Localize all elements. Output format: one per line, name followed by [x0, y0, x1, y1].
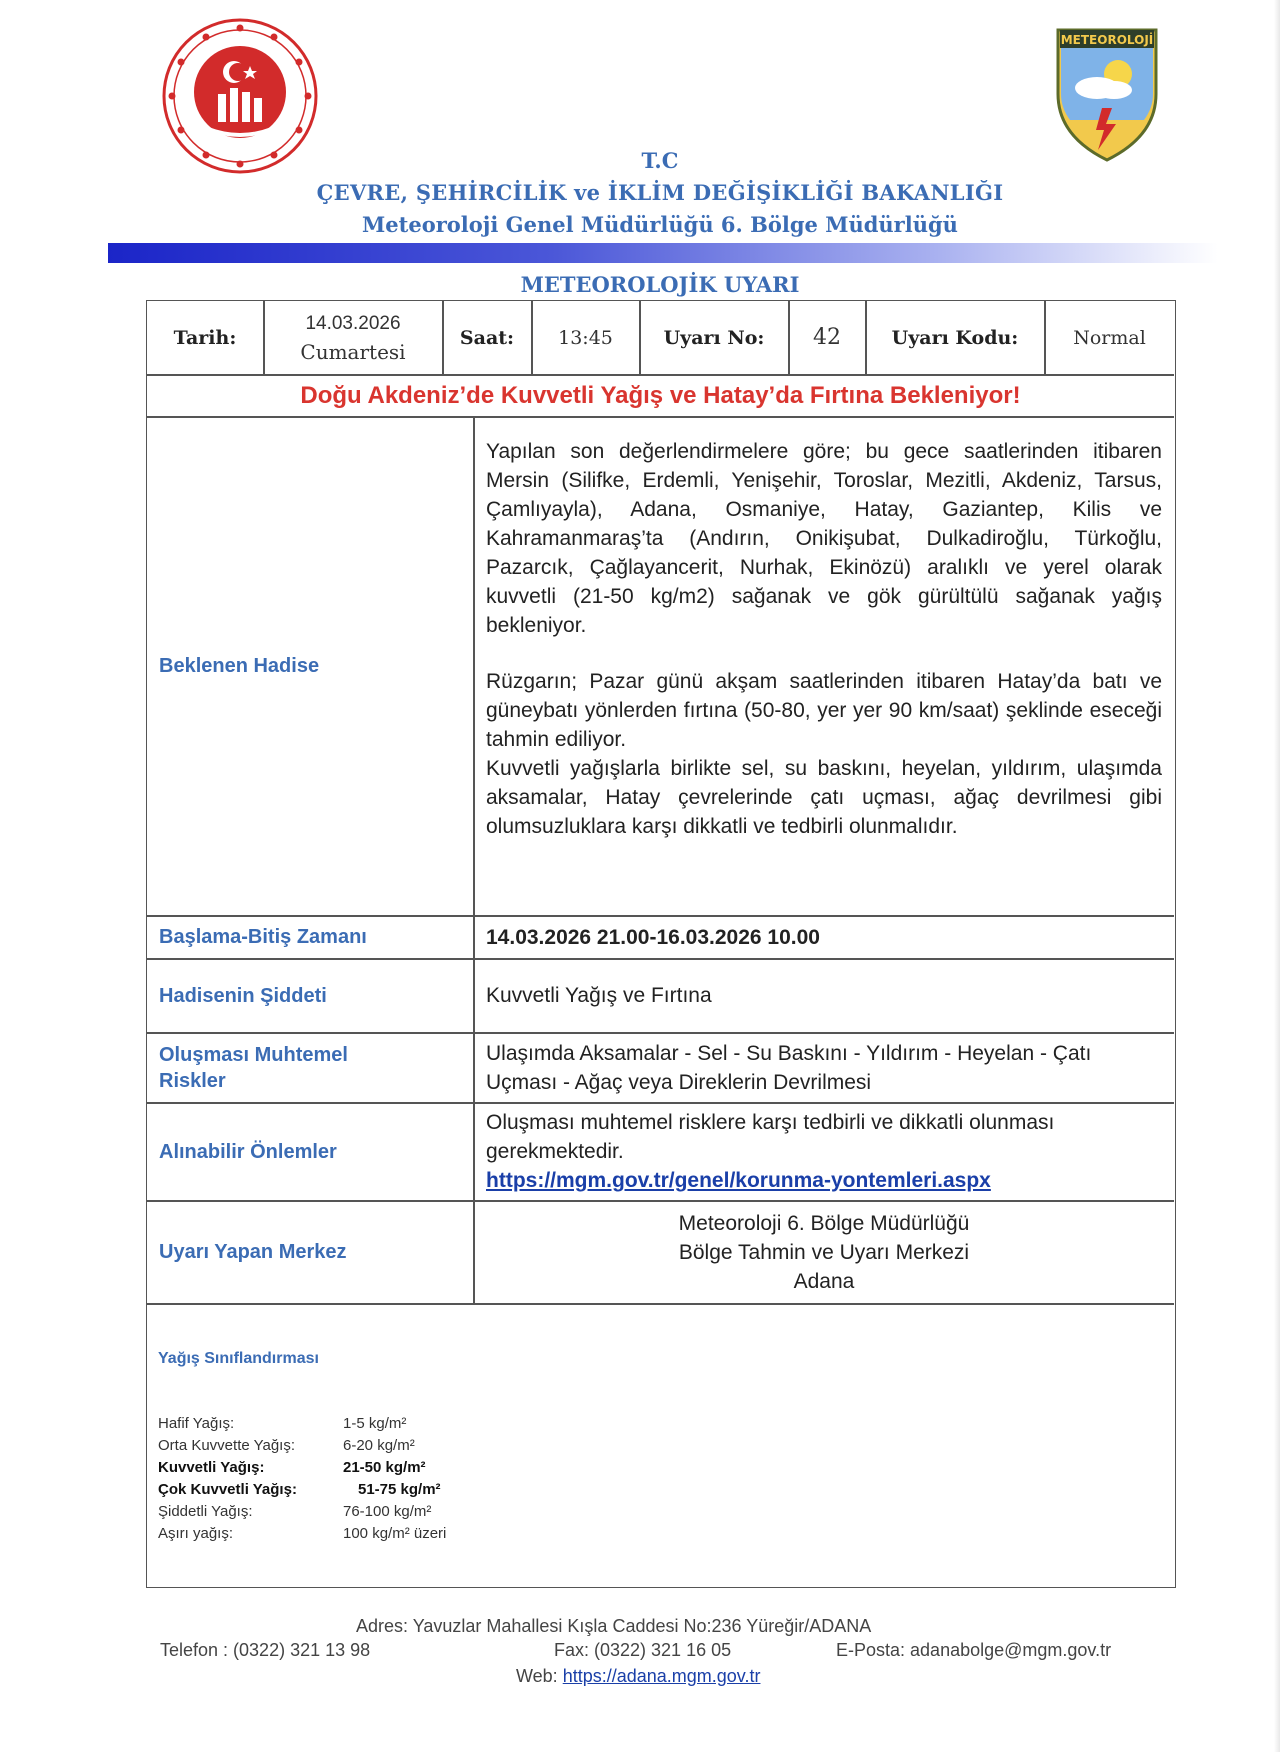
severity-label: Hadisenin Şiddeti	[159, 984, 327, 1007]
rain-class-row	[158, 1457, 446, 1479]
header-gradient-bar	[108, 243, 1218, 263]
footer-fax: Fax: (0322) 321 16 05	[554, 1640, 732, 1660]
risks-label: Oluşması Muhtemel Riskler	[159, 1043, 348, 1092]
rain-class-row	[158, 1523, 446, 1545]
time-value: 13:45	[558, 326, 613, 349]
expected-event-paragraph-1: Yapılan son değerlendirmelere göre; bu gece saatlerinden itibaren Mersin (Silifke, Erdemli, Yenişehir, Toroslar, Mezitli, Akdeniz, Tarsus, Çamlıyayla), Adana, Osmaniye, Hatay, Gaziantep, Kilis ve Kahramanmaraş’ta (Andırın, Onikişubat, Dulkadiroğlu, Türkoğlu, Pazarcık, Çağlayancerit, Nurhak, Ekinözü) aralıklı ve yerel olarak kuvvetli (21-50 kg/m2) sağanak ve gök gürültülü sağanak yağış bekleniyor.	[486, 440, 1162, 637]
rain-class-name: Çok Kuvvetli Yağış:	[158, 1481, 297, 1498]
issuing-center-label: Uyarı Yapan Merkez	[159, 1241, 347, 1263]
time-label: Saat:	[459, 326, 515, 349]
protection-methods-link[interactable]: https://mgm.gov.tr/genel/korunma-yontemleri.aspx	[486, 1169, 991, 1192]
rain-class-name: Şiddetli Yağış:	[158, 1503, 253, 1520]
rain-classification-list	[158, 1413, 446, 1545]
footer-email: E-Posta: adanabolge@mgm.gov.tr	[836, 1640, 1112, 1660]
footer-web-link[interactable]: https://adana.mgm.gov.tr	[562, 1666, 761, 1686]
rain-classification-title: Yağış Sınıflandırması	[158, 1350, 319, 1367]
date-value	[264, 301, 442, 374]
rain-class-row	[158, 1413, 446, 1435]
warning-table	[146, 300, 1176, 1588]
rain-class-value: 51-75 kg/m²	[358, 1481, 441, 1498]
footer-web-label: Web:	[516, 1666, 558, 1686]
header-ministry: ÇEVRE, ŞEHİRCİLİK ve İKLİM DEĞİŞİKLİĞİ BAKANLIĞI	[316, 180, 1004, 205]
precautions-label: Alınabilir Önlemler	[159, 1140, 337, 1163]
warning-no-label: Uyarı No:	[663, 326, 765, 349]
warning-code-value: Normal	[1073, 326, 1146, 349]
expected-event-paragraph-3: Kuvvetli yağışlarla birlikte sel, su baskını, heyelan, yıldırım, ulaşımda aksamalar, Hatay çevrelerinde çatı uçması, ağaç devrilmesi gibi olumsuzluklara karşı dikkatli ve tedbirli olunmalıdır.	[486, 757, 1162, 838]
divider	[147, 1303, 1174, 1305]
rain-class-value: 100 kg/m² üzeri	[343, 1525, 447, 1542]
header-tc: T.C	[641, 148, 679, 173]
expected-event-paragraph-2: Rüzgarın; Pazar günü akşam saatlerinden itibaren Hatay’da batı ve güneybatı yönlerden fırtına (50-80, yer yer 90 km/saat) şeklinde eseceği tahmin ediliyor.	[486, 670, 1162, 751]
rain-class-name: Aşırı yağış:	[158, 1525, 234, 1542]
expected-event-text	[474, 437, 1174, 841]
document-title: METEOROLOJİK UYARI	[520, 272, 800, 297]
header-department: Meteoroloji Genel Müdürlüğü 6. Bölge Müdürlüğü	[362, 212, 958, 237]
footer-phone: Telefon : (0322) 321 13 98	[160, 1640, 371, 1660]
rain-class-row	[158, 1435, 446, 1457]
date-label: Tarih:	[173, 326, 237, 349]
rain-class-name: Orta Kuvvette Yağış:	[158, 1437, 296, 1454]
footer-address: Adres: Yavuzlar Mahallesi Kışla Caddesi No:236 Yüreğir/ADANA	[356, 1616, 872, 1636]
issuing-center-value	[474, 1201, 1174, 1303]
rain-class-name: Kuvvetli Yağış:	[158, 1459, 265, 1476]
warning-no-value: 42	[813, 325, 841, 350]
rain-class-value: 21-50 kg/m²	[343, 1459, 426, 1476]
issuing-center-line-3: Adana	[793, 1269, 855, 1293]
footer-web	[516, 1666, 760, 1687]
precautions-text: Oluşması muhtemel risklere karşı tedbirli ve dikkatli olunması gerekmektedir.	[486, 1111, 1055, 1163]
period-value: 14.03.2026 21.00-16.03.2026 10.00	[486, 925, 820, 949]
rain-class-value: 76-100 kg/m²	[343, 1503, 432, 1520]
rain-class-value: 1-5 kg/m²	[343, 1415, 407, 1432]
warning-code-label: Uyarı Kodu:	[891, 326, 1019, 349]
meteoroloji-shield-icon	[1052, 24, 1162, 164]
period-label: Başlama-Bitiş Zamanı	[159, 926, 367, 948]
warning-headline: Doğu Akdeniz’de Kuvvetli Yağış ve Hatay’da Fırtına Bekleniyor!	[300, 381, 1021, 409]
rain-class-row	[158, 1479, 446, 1501]
risks-value: Ulaşımda Aksamalar - Sel - Su Baskını - Yıldırım - Heyelan - Çatı Uçması - Ağaç veya Direklerin Devrilmesi	[486, 1041, 1092, 1094]
rain-class-name: Hafif Yağış:	[158, 1415, 235, 1432]
issuing-center-line-1: Meteoroloji 6. Bölge Müdürlüğü	[678, 1211, 970, 1235]
issuing-center-line-2: Bölge Tahmin ve Uyarı Merkezi	[678, 1240, 970, 1264]
svg-text:METEOROLOJİ: METEOROLOJİ	[1060, 33, 1154, 47]
date-text: 14.03.2026	[305, 312, 401, 334]
expected-event-label: Beklenen Hadise	[159, 655, 320, 677]
severity-value: Kuvvetli Yağış ve Fırtına	[486, 984, 712, 1007]
day-text: Cumartesi	[300, 339, 406, 364]
rain-class-row	[158, 1501, 446, 1523]
rain-class-value: 6-20 kg/m²	[343, 1437, 415, 1454]
page-edge-shadow	[1274, 0, 1280, 1752]
precautions-value	[474, 1103, 1174, 1200]
